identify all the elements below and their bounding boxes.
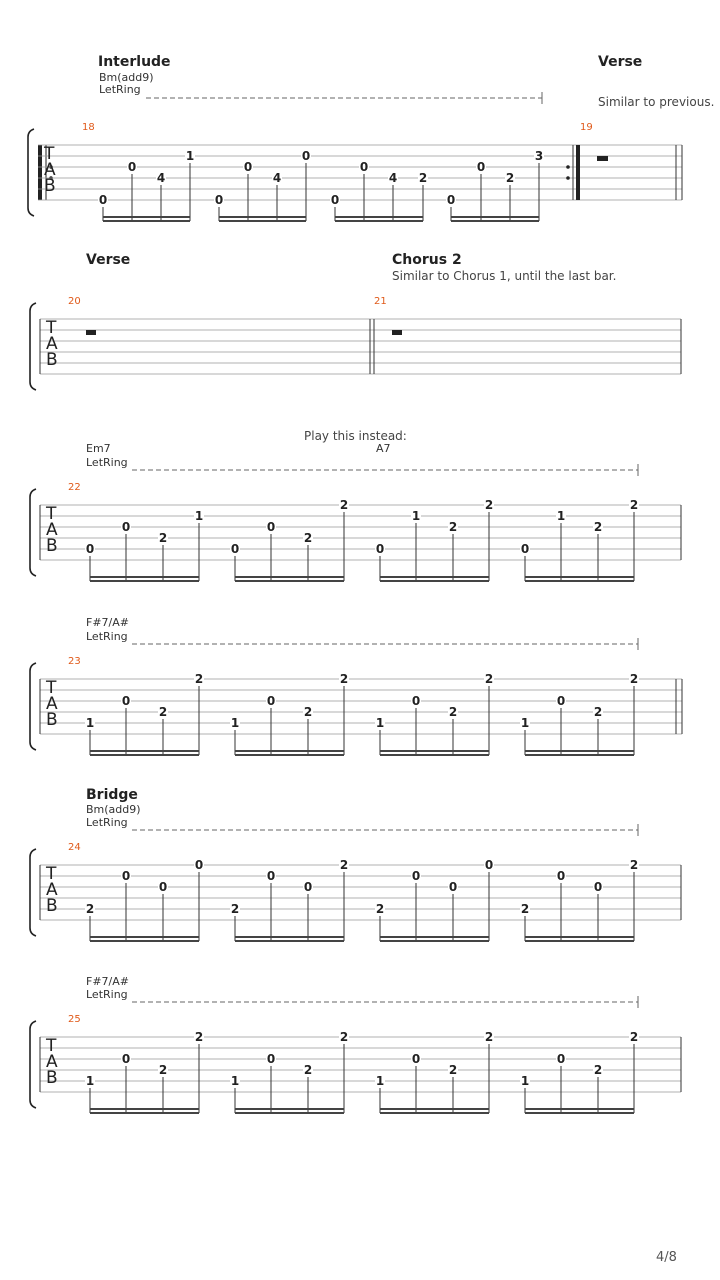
fret-number: 0 [411, 1052, 421, 1066]
fret-number: 2 [593, 705, 603, 719]
beam [451, 220, 539, 222]
chord-label: F#7/A# [86, 616, 129, 629]
fret-number: 0 [484, 858, 494, 872]
fret-number: 2 [339, 858, 349, 872]
fret-number: 0 [266, 1052, 276, 1066]
fret-number: 0 [243, 160, 253, 174]
fret-number: 0 [98, 193, 108, 207]
fret-number: 0 [194, 858, 204, 872]
fret-number: 0 [121, 694, 131, 708]
fret-number: 0 [158, 880, 168, 894]
fret-number: 1 [375, 716, 385, 730]
verse-note: Similar to previous. [598, 95, 715, 109]
beam [235, 580, 344, 582]
tab-clef-letter: T [46, 318, 57, 338]
tab-clef-letter: B [46, 896, 58, 916]
system-brace [30, 1021, 36, 1108]
beam [380, 1112, 489, 1114]
system-brace [30, 849, 36, 936]
beam [235, 754, 344, 756]
system-brace [30, 489, 36, 576]
beam [235, 576, 344, 578]
tab-clef-letter: T [46, 504, 57, 524]
beam [525, 576, 634, 578]
bar-number: 21 [374, 296, 387, 307]
beam [335, 216, 423, 218]
fret-number: 1 [194, 509, 204, 523]
tab-clef-letter: A [46, 880, 58, 900]
fret-number: 0 [301, 149, 311, 163]
beam [525, 580, 634, 582]
section-chorus-2: Chorus 2 [392, 252, 462, 268]
beam [380, 576, 489, 578]
fret-number: 2 [85, 902, 95, 916]
beam [335, 220, 423, 222]
fret-number: 1 [375, 1074, 385, 1088]
fret-number: 2 [194, 1030, 204, 1044]
fret-number: 2 [375, 902, 385, 916]
let-ring-label: LetRing [86, 816, 128, 829]
fret-number: 1 [230, 716, 240, 730]
fret-number: 2 [418, 171, 428, 185]
fret-number: 4 [272, 171, 282, 185]
bar-number: 19 [580, 122, 593, 133]
fret-number: 2 [593, 1063, 603, 1077]
tab-clef-letter: B [46, 710, 58, 730]
beam [90, 576, 199, 578]
beam [235, 936, 344, 938]
beam [380, 580, 489, 582]
tab-clef-letter: T [44, 144, 55, 164]
beam [219, 216, 306, 218]
beam [525, 1112, 634, 1114]
let-ring-label: LetRing [99, 83, 141, 96]
fret-number: 2 [484, 498, 494, 512]
tab-clef-letter: T [46, 1036, 57, 1056]
fret-number: 2 [629, 1030, 639, 1044]
bar-number: 22 [68, 482, 81, 493]
bar-number: 18 [82, 122, 95, 133]
beam [90, 1112, 199, 1114]
fret-number: 0 [121, 520, 131, 534]
fret-number: 0 [266, 869, 276, 883]
fret-number: 2 [448, 520, 458, 534]
fret-number: 2 [339, 672, 349, 686]
fret-number: 0 [520, 542, 530, 556]
bar-number: 23 [68, 656, 81, 667]
tab-clef-letter: T [46, 678, 57, 698]
beam [90, 754, 199, 756]
fret-number: 0 [85, 542, 95, 556]
fret-number: 2 [629, 858, 639, 872]
fret-number: 2 [593, 520, 603, 534]
beam [235, 940, 344, 942]
tab-clef-letter: A [46, 1052, 58, 1072]
repeat-dot [566, 165, 570, 169]
bar-number: 24 [68, 842, 81, 853]
section-interlude: Interlude [98, 54, 171, 70]
beam [380, 1108, 489, 1110]
beam [380, 754, 489, 756]
fret-number: 0 [266, 694, 276, 708]
chord-label: Bm(add9) [86, 803, 141, 816]
fret-number: 2 [194, 672, 204, 686]
whole-rest [392, 330, 402, 335]
chord-label: A7 [376, 442, 391, 455]
whole-rest [86, 330, 96, 335]
fret-number: 0 [448, 880, 458, 894]
fret-number: 2 [339, 498, 349, 512]
chord-label: Bm(add9) [99, 71, 154, 84]
bar-number: 25 [68, 1014, 81, 1025]
chorus-2-note: Similar to Chorus 1, until the last bar. [392, 269, 617, 283]
fret-number: 2 [484, 1030, 494, 1044]
beam [235, 1112, 344, 1114]
fret-number: 0 [214, 193, 224, 207]
beam [380, 940, 489, 942]
beam [451, 216, 539, 218]
beam [380, 750, 489, 752]
section-bridge: Bridge [86, 787, 138, 803]
fret-number: 1 [520, 716, 530, 730]
fret-number: 2 [158, 1063, 168, 1077]
fret-number: 2 [303, 705, 313, 719]
beam [103, 220, 190, 222]
section-verse: Verse [86, 252, 131, 268]
fret-number: 2 [629, 672, 639, 686]
fret-number: 1 [85, 716, 95, 730]
tab-clef-letter: A [46, 334, 58, 354]
fret-number: 2 [158, 531, 168, 545]
fret-number: 0 [593, 880, 603, 894]
tab-clef-letter: B [46, 536, 58, 556]
fret-number: 0 [411, 694, 421, 708]
chord-label: F#7/A# [86, 975, 129, 988]
fret-number: 0 [375, 542, 385, 556]
beam [235, 1108, 344, 1110]
repeat-thick-bar [38, 145, 42, 200]
fret-number: 0 [556, 869, 566, 883]
page-number: 4/8 [656, 1250, 677, 1265]
fret-number: 2 [448, 705, 458, 719]
fret-number: 0 [230, 542, 240, 556]
tab-clef-letter: A [44, 160, 56, 180]
fret-number: 1 [411, 509, 421, 523]
beam [235, 750, 344, 752]
beam [90, 1108, 199, 1110]
beam [90, 936, 199, 938]
beam [103, 216, 190, 218]
repeat-dot [566, 176, 570, 180]
tab-clef-letter: B [46, 350, 58, 370]
fret-number: 0 [411, 869, 421, 883]
beam [525, 936, 634, 938]
fret-number: 1 [520, 1074, 530, 1088]
fret-number: 2 [484, 672, 494, 686]
fret-number: 0 [266, 520, 276, 534]
fret-number: 2 [520, 902, 530, 916]
beam [525, 750, 634, 752]
fret-number: 0 [359, 160, 369, 174]
fret-number: 0 [330, 193, 340, 207]
section-verse-top: Verse [598, 54, 643, 70]
fret-number: 3 [534, 149, 544, 163]
fret-number: 2 [448, 1063, 458, 1077]
beam [525, 940, 634, 942]
fret-number: 1 [85, 1074, 95, 1088]
fret-number: 1 [185, 149, 195, 163]
play-instead-note: Play this instead: [304, 429, 407, 443]
beam [525, 754, 634, 756]
fret-number: 2 [158, 705, 168, 719]
bar-number: 20 [68, 296, 81, 307]
fret-number: 0 [121, 1052, 131, 1066]
tab-clef-letter: B [44, 176, 56, 196]
fret-number: 0 [121, 869, 131, 883]
fret-number: 2 [629, 498, 639, 512]
beam [525, 1108, 634, 1110]
fret-number: 0 [556, 694, 566, 708]
tab-clef-letter: B [46, 1068, 58, 1088]
fret-number: 2 [230, 902, 240, 916]
repeat-thick-bar [576, 145, 580, 200]
fret-number: 2 [339, 1030, 349, 1044]
fret-number: 0 [127, 160, 137, 174]
fret-number: 2 [303, 531, 313, 545]
beam [90, 750, 199, 752]
tab-clef-letter: A [46, 520, 58, 540]
fret-number: 0 [446, 193, 456, 207]
system-brace [30, 663, 36, 750]
chord-label: Em7 [86, 442, 111, 455]
let-ring-label: LetRing [86, 630, 128, 643]
fret-number: 4 [388, 171, 398, 185]
fret-number: 1 [556, 509, 566, 523]
fret-number: 2 [303, 1063, 313, 1077]
beam [219, 220, 306, 222]
let-ring-label: LetRing [86, 456, 128, 469]
fret-number: 2 [505, 171, 515, 185]
fret-number: 1 [230, 1074, 240, 1088]
fret-number: 0 [556, 1052, 566, 1066]
fret-number: 0 [303, 880, 313, 894]
tab-clef-letter: A [46, 694, 58, 714]
whole-rest [597, 156, 608, 161]
system-brace [28, 129, 34, 216]
beam [380, 936, 489, 938]
fret-number: 0 [476, 160, 486, 174]
beam [90, 940, 199, 942]
beam [90, 580, 199, 582]
let-ring-label: LetRing [86, 988, 128, 1001]
fret-number: 4 [156, 171, 166, 185]
tab-clef-letter: T [46, 864, 57, 884]
system-brace [30, 303, 36, 390]
